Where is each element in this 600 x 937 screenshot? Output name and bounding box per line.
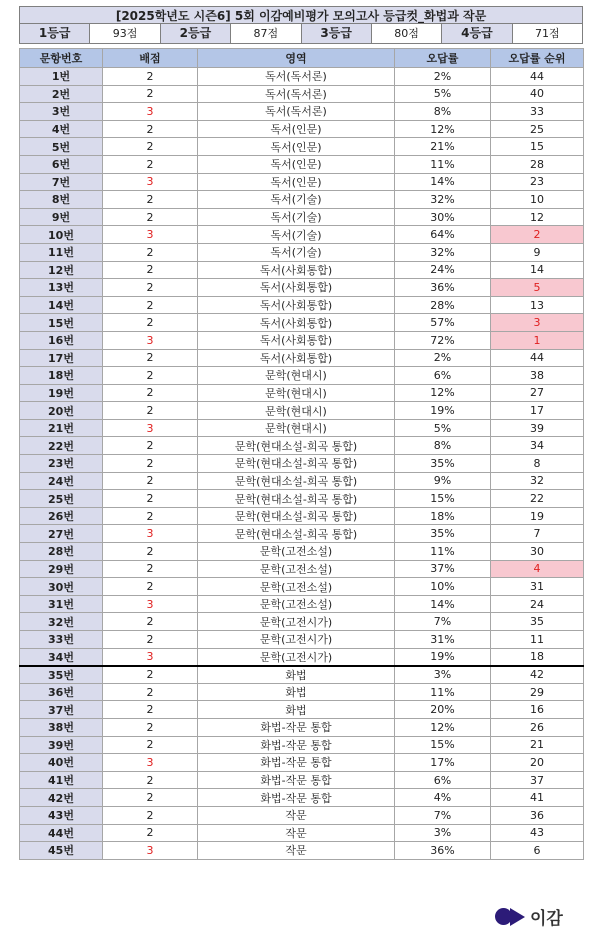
score-cell: 2	[103, 437, 198, 455]
question-number-cell: 40번	[20, 754, 103, 772]
error-rate-cell: 72%	[395, 331, 491, 349]
error-rate-cell: 4%	[395, 789, 491, 807]
error-rank-cell: 15	[491, 138, 584, 156]
area-cell: 문학(고전시가)	[198, 631, 395, 649]
error-rank-cell: 7	[491, 525, 584, 543]
error-rank-cell: 40	[491, 85, 584, 103]
grade-label: 4등급	[442, 24, 512, 43]
score-cell: 2	[103, 85, 198, 103]
question-number-cell: 19번	[20, 384, 103, 402]
question-number-cell: 37번	[20, 701, 103, 719]
table-row	[20, 683, 584, 701]
error-rate-cell: 36%	[395, 279, 491, 297]
table-row	[20, 419, 584, 437]
error-rate-cell: 32%	[395, 243, 491, 261]
question-number-cell: 34번	[20, 648, 103, 666]
brand-logo	[495, 904, 563, 929]
question-number-cell: 8번	[20, 191, 103, 209]
error-rank-cell: 26	[491, 718, 584, 736]
table-header-row	[20, 49, 584, 68]
error-rate-cell: 10%	[395, 578, 491, 596]
grade-label: 1등급	[20, 24, 90, 43]
area-cell: 독서(사회통합)	[198, 296, 395, 314]
question-number-cell: 29번	[20, 560, 103, 578]
error-rate-cell: 11%	[395, 155, 491, 173]
area-cell: 화법-작문 통합	[198, 771, 395, 789]
error-rank-cell: 4	[491, 560, 584, 578]
error-rate-cell: 21%	[395, 138, 491, 156]
table-row	[20, 842, 584, 860]
table-row	[20, 631, 584, 649]
question-number-cell: 10번	[20, 226, 103, 244]
table-row	[20, 613, 584, 631]
score-cell: 2	[103, 367, 198, 385]
error-rank-cell: 20	[491, 754, 584, 772]
score-cell: 2	[103, 631, 198, 649]
error-rank-cell: 11	[491, 631, 584, 649]
question-number-cell: 39번	[20, 736, 103, 754]
question-table	[19, 48, 584, 860]
question-number-cell: 26번	[20, 507, 103, 525]
area-cell: 독서(사회통합)	[198, 314, 395, 332]
question-number-cell: 20번	[20, 402, 103, 420]
error-rank-cell: 24	[491, 595, 584, 613]
error-rate-cell: 7%	[395, 613, 491, 631]
table-row	[20, 718, 584, 736]
score-cell: 2	[103, 507, 198, 525]
error-rank-cell: 44	[491, 68, 584, 86]
error-rate-cell: 9%	[395, 472, 491, 490]
error-rate-cell: 6%	[395, 771, 491, 789]
error-rate-cell: 5%	[395, 85, 491, 103]
error-rate-cell: 24%	[395, 261, 491, 279]
grade-label: 3등급	[302, 24, 372, 43]
area-cell: 문학(현대소설-희곡 통합)	[198, 455, 395, 473]
table-row	[20, 243, 584, 261]
score-cell: 2	[103, 771, 198, 789]
score-cell: 2	[103, 120, 198, 138]
area-cell: 화법	[198, 701, 395, 719]
area-cell: 문학(현대시)	[198, 402, 395, 420]
grade-cut-bar	[19, 24, 583, 44]
question-number-cell: 32번	[20, 613, 103, 631]
error-rank-cell: 30	[491, 543, 584, 561]
score-cell: 3	[103, 648, 198, 666]
error-rate-cell: 3%	[395, 824, 491, 842]
area-cell: 작문	[198, 806, 395, 824]
area-cell: 독서(독서론)	[198, 103, 395, 121]
error-rank-cell: 35	[491, 613, 584, 631]
question-number-cell: 5번	[20, 138, 103, 156]
score-cell: 2	[103, 736, 198, 754]
grade-cut: 87점	[231, 24, 301, 43]
error-rate-cell: 12%	[395, 120, 491, 138]
header-error-rate: 오답률	[395, 49, 491, 68]
error-rate-cell: 30%	[395, 208, 491, 226]
error-rank-cell: 37	[491, 771, 584, 789]
table-row	[20, 173, 584, 191]
score-cell: 2	[103, 402, 198, 420]
score-cell: 2	[103, 138, 198, 156]
score-cell: 3	[103, 754, 198, 772]
error-rank-cell: 42	[491, 666, 584, 684]
question-number-cell: 18번	[20, 367, 103, 385]
question-number-cell: 6번	[20, 155, 103, 173]
area-cell: 문학(고전소설)	[198, 560, 395, 578]
error-rank-cell: 22	[491, 490, 584, 508]
area-cell: 화법	[198, 666, 395, 684]
grade-cut-sheet	[19, 6, 583, 860]
table-row	[20, 85, 584, 103]
score-cell: 2	[103, 455, 198, 473]
error-rank-cell: 13	[491, 296, 584, 314]
error-rate-cell: 57%	[395, 314, 491, 332]
error-rank-cell: 28	[491, 155, 584, 173]
error-rate-cell: 5%	[395, 419, 491, 437]
area-cell: 독서(사회통합)	[198, 349, 395, 367]
score-cell: 2	[103, 683, 198, 701]
error-rate-cell: 31%	[395, 631, 491, 649]
question-number-cell: 45번	[20, 842, 103, 860]
area-cell: 화법-작문 통합	[198, 736, 395, 754]
score-cell: 2	[103, 314, 198, 332]
question-number-cell: 12번	[20, 261, 103, 279]
error-rate-cell: 3%	[395, 666, 491, 684]
area-cell: 화법-작문 통합	[198, 789, 395, 807]
question-number-cell: 14번	[20, 296, 103, 314]
error-rate-cell: 28%	[395, 296, 491, 314]
area-cell: 문학(고전시가)	[198, 648, 395, 666]
score-cell: 2	[103, 789, 198, 807]
table-row	[20, 384, 584, 402]
table-row	[20, 296, 584, 314]
table-row	[20, 155, 584, 173]
question-number-cell: 7번	[20, 173, 103, 191]
error-rate-cell: 19%	[395, 648, 491, 666]
grade-cut: 71점	[535, 27, 560, 40]
table-row	[20, 771, 584, 789]
score-cell: 3	[103, 525, 198, 543]
area-cell: 문학(현대시)	[198, 419, 395, 437]
table-row	[20, 648, 584, 666]
area-cell: 화법	[198, 683, 395, 701]
score-cell: 2	[103, 155, 198, 173]
question-number-cell: 2번	[20, 85, 103, 103]
question-number-cell: 31번	[20, 595, 103, 613]
table-row	[20, 525, 584, 543]
error-rank-cell: 34	[491, 437, 584, 455]
question-number-cell: 24번	[20, 472, 103, 490]
question-number-cell: 11번	[20, 243, 103, 261]
table-row	[20, 806, 584, 824]
question-number-cell: 28번	[20, 543, 103, 561]
question-number-cell: 42번	[20, 789, 103, 807]
error-rank-cell: 2	[491, 226, 584, 244]
error-rank-cell: 8	[491, 455, 584, 473]
error-rank-cell: 19	[491, 507, 584, 525]
score-cell: 2	[103, 666, 198, 684]
table-row	[20, 138, 584, 156]
score-cell: 3	[103, 419, 198, 437]
error-rank-cell: 21	[491, 736, 584, 754]
area-cell: 작문	[198, 824, 395, 842]
table-row	[20, 472, 584, 490]
area-cell: 독서(기술)	[198, 208, 395, 226]
header-error-rank: 오답률 순위	[491, 49, 584, 68]
error-rank-cell: 10	[491, 191, 584, 209]
score-cell: 2	[103, 718, 198, 736]
error-rate-cell: 17%	[395, 754, 491, 772]
error-rank-cell: 3	[491, 314, 584, 332]
error-rank-cell: 36	[491, 806, 584, 824]
error-rate-cell: 14%	[395, 595, 491, 613]
question-number-cell: 13번	[20, 279, 103, 297]
error-rate-cell: 11%	[395, 683, 491, 701]
score-cell: 2	[103, 243, 198, 261]
table-row	[20, 331, 584, 349]
table-row	[20, 103, 584, 121]
score-cell: 2	[103, 578, 198, 596]
area-cell: 문학(고전소설)	[198, 543, 395, 561]
error-rank-cell: 25	[491, 120, 584, 138]
error-rank-cell: 12	[491, 208, 584, 226]
header-score: 배점	[103, 49, 198, 68]
error-rate-cell: 15%	[395, 490, 491, 508]
error-rank-cell: 6	[491, 842, 584, 860]
error-rate-cell: 7%	[395, 806, 491, 824]
grade-label: 2등급	[161, 24, 231, 43]
score-cell: 2	[103, 806, 198, 824]
area-cell: 화법-작문 통합	[198, 754, 395, 772]
area-cell: 문학(현대소설-희곡 통합)	[198, 472, 395, 490]
error-rank-cell: 44	[491, 349, 584, 367]
table-row	[20, 437, 584, 455]
area-cell: 독서(사회통합)	[198, 261, 395, 279]
table-body	[20, 68, 584, 860]
table-row	[20, 120, 584, 138]
table-row	[20, 349, 584, 367]
area-cell: 문학(현대소설-희곡 통합)	[198, 507, 395, 525]
score-cell: 2	[103, 543, 198, 561]
error-rank-cell: 5	[491, 279, 584, 297]
table-row	[20, 68, 584, 86]
score-cell: 2	[103, 472, 198, 490]
table-row	[20, 402, 584, 420]
question-number-cell: 33번	[20, 631, 103, 649]
grade-cut: 80점	[372, 24, 442, 43]
table-row	[20, 578, 584, 596]
score-cell: 2	[103, 490, 198, 508]
logo-triangle-icon	[510, 908, 525, 926]
question-number-cell: 43번	[20, 806, 103, 824]
score-cell: 2	[103, 560, 198, 578]
error-rate-cell: 35%	[395, 455, 491, 473]
question-number-cell: 15번	[20, 314, 103, 332]
score-cell: 3	[103, 331, 198, 349]
table-row	[20, 666, 584, 684]
area-cell: 문학(현대소설-희곡 통합)	[198, 490, 395, 508]
question-number-cell: 44번	[20, 824, 103, 842]
error-rank-cell: 27	[491, 384, 584, 402]
area-cell: 독서(기술)	[198, 191, 395, 209]
score-cell: 2	[103, 613, 198, 631]
table-row	[20, 208, 584, 226]
error-rank-cell: 31	[491, 578, 584, 596]
score-cell: 2	[103, 824, 198, 842]
question-number-cell: 17번	[20, 349, 103, 367]
score-cell: 2	[103, 279, 198, 297]
error-rank-cell: 29	[491, 683, 584, 701]
question-number-cell: 25번	[20, 490, 103, 508]
score-cell: 3	[103, 595, 198, 613]
area-cell: 독서(독서론)	[198, 68, 395, 86]
table-row	[20, 226, 584, 244]
score-cell: 3	[103, 226, 198, 244]
question-number-cell: 30번	[20, 578, 103, 596]
error-rate-cell: 19%	[395, 402, 491, 420]
score-cell: 2	[103, 701, 198, 719]
table-row	[20, 754, 584, 772]
error-rate-cell: 37%	[395, 560, 491, 578]
error-rate-cell: 6%	[395, 367, 491, 385]
score-cell: 2	[103, 261, 198, 279]
question-number-cell: 22번	[20, 437, 103, 455]
table-row	[20, 455, 584, 473]
area-cell: 문학(고전소설)	[198, 595, 395, 613]
score-cell: 2	[103, 384, 198, 402]
area-cell: 독서(기술)	[198, 243, 395, 261]
table-row	[20, 279, 584, 297]
error-rank-cell: 1	[491, 331, 584, 349]
table-row	[20, 701, 584, 719]
area-cell: 독서(독서론)	[198, 85, 395, 103]
area-cell: 화법-작문 통합	[198, 718, 395, 736]
error-rate-cell: 36%	[395, 842, 491, 860]
question-number-cell: 23번	[20, 455, 103, 473]
table-row	[20, 191, 584, 209]
question-number-cell: 3번	[20, 103, 103, 121]
question-number-cell: 35번	[20, 666, 103, 684]
area-cell: 문학(고전시가)	[198, 613, 395, 631]
error-rank-cell: 9	[491, 243, 584, 261]
table-row	[20, 789, 584, 807]
error-rate-cell: 2%	[395, 68, 491, 86]
area-cell: 작문	[198, 842, 395, 860]
score-cell: 2	[103, 349, 198, 367]
table-row	[20, 367, 584, 385]
table-row	[20, 824, 584, 842]
score-cell: 3	[103, 173, 198, 191]
score-cell: 2	[103, 68, 198, 86]
error-rate-cell: 35%	[395, 525, 491, 543]
error-rate-cell: 32%	[395, 191, 491, 209]
sheet-title: [2025학년도 시즌6] 5회 이감예비평가 모의고사 등급컷_화법과 작문	[19, 6, 583, 24]
area-cell: 독서(기술)	[198, 226, 395, 244]
error-rate-cell: 11%	[395, 543, 491, 561]
question-number-cell: 4번	[20, 120, 103, 138]
area-cell: 문학(현대시)	[198, 384, 395, 402]
error-rank-cell: 16	[491, 701, 584, 719]
question-number-cell: 27번	[20, 525, 103, 543]
score-cell: 3	[103, 842, 198, 860]
question-number-cell: 1번	[20, 68, 103, 86]
error-rank-cell: 18	[491, 648, 584, 666]
question-number-cell: 41번	[20, 771, 103, 789]
question-number-cell: 21번	[20, 419, 103, 437]
score-cell: 2	[103, 208, 198, 226]
question-number-cell: 38번	[20, 718, 103, 736]
score-cell: 2	[103, 191, 198, 209]
table-row	[20, 507, 584, 525]
area-cell: 독서(인문)	[198, 155, 395, 173]
error-rate-cell: 20%	[395, 701, 491, 719]
brand-name: 이감	[530, 909, 563, 929]
area-cell: 문학(현대소설-희곡 통합)	[198, 437, 395, 455]
score-cell: 3	[103, 103, 198, 121]
grade-cut: 93점	[90, 24, 160, 43]
error-rate-cell: 14%	[395, 173, 491, 191]
table-row	[20, 261, 584, 279]
error-rate-cell: 2%	[395, 349, 491, 367]
error-rank-cell: 14	[491, 261, 584, 279]
table-row	[20, 595, 584, 613]
area-cell: 문학(고전소설)	[198, 578, 395, 596]
error-rank-cell: 32	[491, 472, 584, 490]
error-rate-cell: 8%	[395, 437, 491, 455]
header-question-number: 문항번호	[20, 49, 103, 68]
error-rate-cell: 15%	[395, 736, 491, 754]
error-rate-cell: 8%	[395, 103, 491, 121]
area-cell: 독서(인문)	[198, 138, 395, 156]
error-rank-cell: 39	[491, 419, 584, 437]
error-rank-cell: 43	[491, 824, 584, 842]
area-cell: 독서(인문)	[198, 120, 395, 138]
error-rank-cell: 23	[491, 173, 584, 191]
area-cell: 문학(현대소설-희곡 통합)	[198, 525, 395, 543]
header-area: 영역	[198, 49, 395, 68]
error-rank-cell: 38	[491, 367, 584, 385]
question-number-cell: 36번	[20, 683, 103, 701]
table-row	[20, 543, 584, 561]
question-number-cell: 16번	[20, 331, 103, 349]
area-cell: 독서(사회통합)	[198, 279, 395, 297]
table-row	[20, 314, 584, 332]
error-rank-cell: 33	[491, 103, 584, 121]
question-number-cell: 9번	[20, 208, 103, 226]
area-cell: 문학(현대시)	[198, 367, 395, 385]
error-rate-cell: 64%	[395, 226, 491, 244]
error-rate-cell: 12%	[395, 718, 491, 736]
area-cell: 독서(인문)	[198, 173, 395, 191]
error-rank-cell: 17	[491, 402, 584, 420]
area-cell: 독서(사회통합)	[198, 331, 395, 349]
table-row	[20, 736, 584, 754]
error-rate-cell: 18%	[395, 507, 491, 525]
table-row	[20, 560, 584, 578]
score-cell: 2	[103, 296, 198, 314]
error-rate-cell: 12%	[395, 384, 491, 402]
error-rank-cell: 41	[491, 789, 584, 807]
table-row	[20, 490, 584, 508]
